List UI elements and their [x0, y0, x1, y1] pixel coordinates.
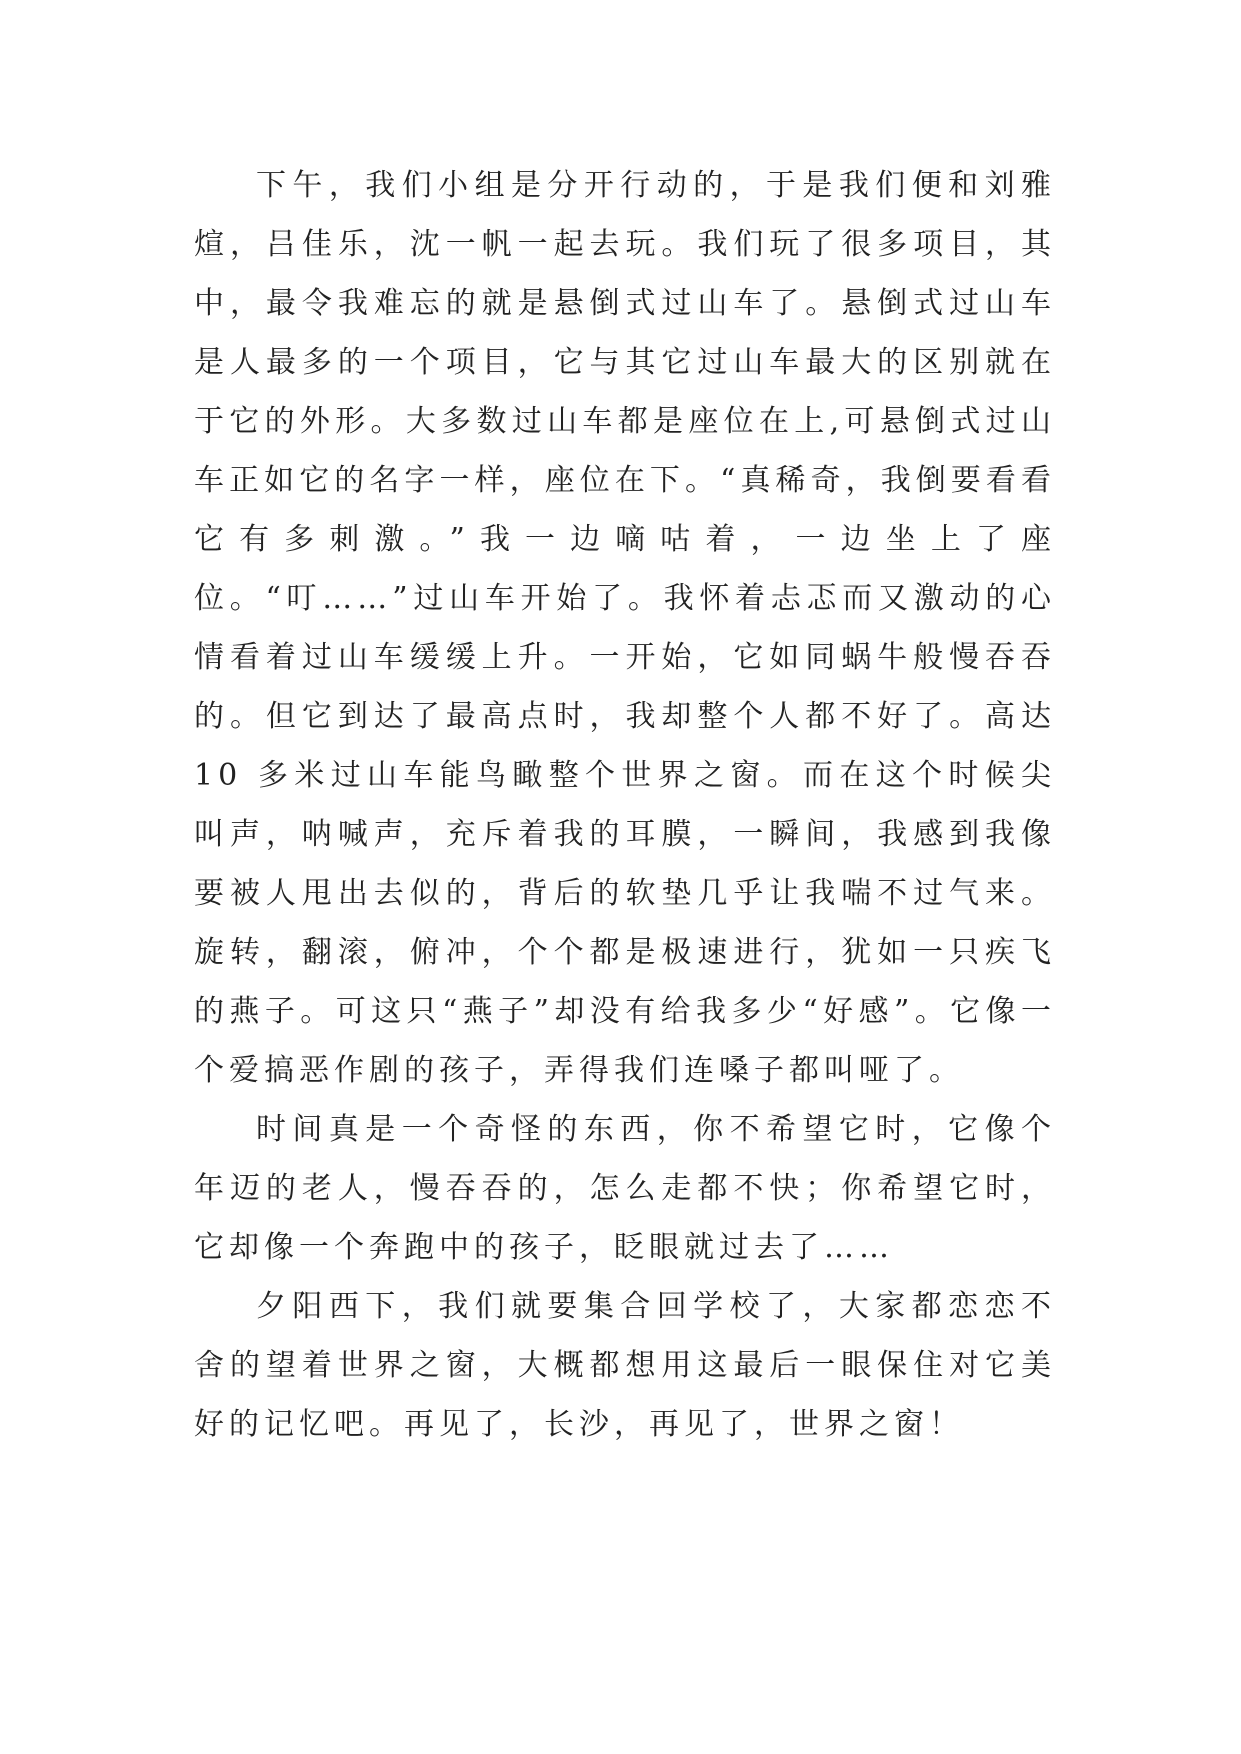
paragraph-3: 夕阳西下，我们就要集合回学校了，大家都恋恋不舍的望着世界之窗，大概都想用这最后一眼保住对它美好的记忆吧。再见了，长沙，再见了，世界之窗！: [194, 1289, 1056, 1442]
paragraph-2: 时间真是一个奇怪的东西，你不希望它时，它像个年迈的老人，慢吞吞的，怎么走都不快；你希望它时，它却像一个奔跑中的孩子，眨眼就过去了……: [194, 1112, 1056, 1265]
paragraph-1: 下午，我们小组是分开行动的，于是我们便和刘雅煊，吕佳乐，沈一帆一起去玩。我们玩了很多项目，其中，最令我难忘的就是悬倒式过山车了。悬倒式过山车是人最多的一个项目，它与其它过山车最大的区别就在于它的外形。大多数过山车都是座位在上,可悬倒式过山车正如它的名字一样，座位在下。“真稀奇，我倒要看看它有多刺激。”我一边嘀咕着，一边坐上了座位。“叮……”过山车开始了。我怀着忐忑而又激动的心情看着过山车缓缓上升。一开始，它如同蜗牛般慢吞吞的。但它到达了最高点时，我却整个人都不好了。高达 10 多米过山车能鸟瞰整个世界之窗。而在这个时候尖叫声，呐喊声，充斥着我的耳膜，一瞬间，我感到我像要被人甩出去似的，背后的软垫几乎让我喘不过气来。旋转，翻滚，俯冲，个个都是极速进行，犹如一只疾飞的燕子。可这只“燕子”却没有给我多少“好感”。它像一个爱搞恶作剧的孩子，弄得我们连嗓子都叫哑了。: [194, 168, 1056, 1088]
document-body: [194, 156, 1056, 1454]
